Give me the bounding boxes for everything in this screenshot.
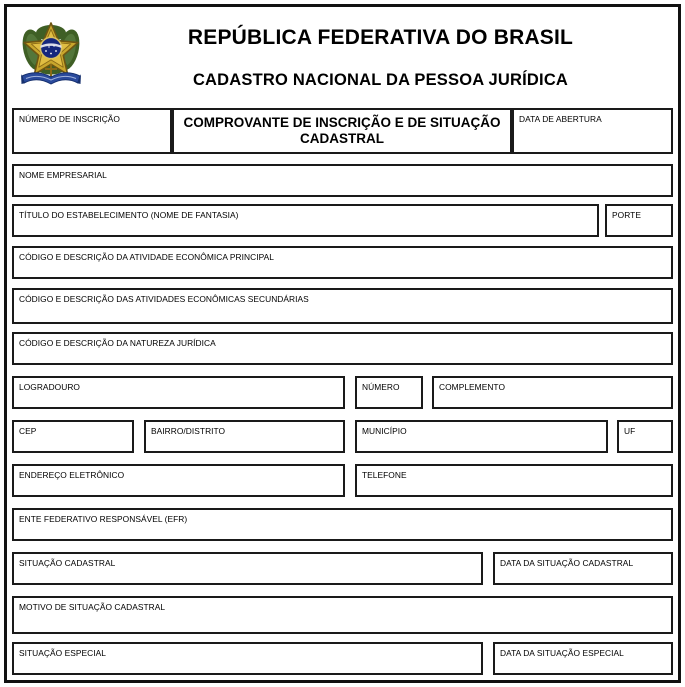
field-state[interactable]: [617, 420, 673, 453]
field-label: TELEFONE: [362, 470, 407, 480]
field-label: LOGRADOURO: [19, 382, 80, 392]
field-label: NOME EMPRESARIAL: [19, 170, 107, 180]
certificate-title-cell: [172, 108, 512, 154]
company-name-row: [8, 160, 677, 202]
special-status-row: [8, 640, 677, 684]
field-label: PORTE: [612, 210, 641, 220]
legal-nature-row: [8, 330, 677, 374]
field-registration-status-date[interactable]: [493, 552, 673, 585]
trade-name-row: [8, 202, 677, 244]
field-label: SITUAÇÃO ESPECIAL: [19, 648, 106, 658]
field-complement[interactable]: [432, 376, 673, 409]
status-reason-row: [8, 594, 677, 640]
field-main-activity[interactable]: [12, 246, 673, 279]
field-label: CÓDIGO E DESCRIÇÃO DA NATUREZA JURÍDICA: [19, 338, 216, 348]
field-district[interactable]: [144, 420, 345, 453]
field-label: CEP: [19, 426, 37, 436]
city-row: [8, 418, 677, 462]
field-registration-status[interactable]: [12, 552, 483, 585]
page-subtitle: CADASTRO NACIONAL DA PESSOA JURÍDICA: [192, 71, 569, 90]
field-label: UF: [624, 426, 636, 436]
certificate-title: COMPROVANTE DE INSCRIÇÃO E DE SITUAÇÃO CADASTRAL: [183, 115, 501, 146]
field-secondary-activities[interactable]: [12, 288, 673, 324]
field-federal-entity[interactable]: [12, 508, 673, 541]
registration-status-row: [8, 550, 677, 594]
field-special-status[interactable]: [12, 642, 483, 675]
field-label: COMPLEMENTO: [439, 382, 506, 392]
field-label: DATA DE ABERTURA: [519, 114, 602, 124]
header-titles: [94, 8, 667, 108]
document-header: [8, 8, 677, 108]
field-label: MOTIVO DE SITUAÇÃO CADASTRAL: [19, 602, 166, 612]
field-company-size[interactable]: [605, 204, 673, 237]
field-registration-number[interactable]: [12, 108, 172, 154]
page-title: REPÚBLICA FEDERATIVA DO BRASIL: [187, 26, 574, 50]
field-label: MUNICÍPIO: [362, 426, 407, 436]
field-label: DATA DA SITUAÇÃO ESPECIAL: [500, 648, 624, 658]
contact-row: [8, 462, 677, 506]
field-zip-code[interactable]: [12, 420, 134, 453]
banner-row: [8, 108, 677, 160]
field-status-reason[interactable]: [12, 596, 673, 634]
main-activity-row: [8, 244, 677, 286]
field-legal-nature[interactable]: [12, 332, 673, 365]
field-label: TÍTULO DO ESTABELECIMENTO (NOME DE FANTASIA): [19, 210, 239, 220]
field-city[interactable]: [355, 420, 608, 453]
field-label: CÓDIGO E DESCRIÇÃO DA ATIVIDADE ECONÔMICA PRINCIPAL: [19, 252, 274, 262]
field-label: SITUAÇÃO CADASTRAL: [19, 558, 116, 568]
field-phone[interactable]: [355, 464, 673, 497]
field-label: ENTE FEDERATIVO RESPONSÁVEL (EFR): [19, 514, 188, 524]
street-row: [8, 374, 677, 418]
field-street-number[interactable]: [355, 376, 423, 409]
field-label: ENDEREÇO ELETRÔNICO: [19, 470, 125, 480]
brazil-coat-of-arms-emblem: [20, 16, 82, 94]
field-label: CÓDIGO E DESCRIÇÃO DAS ATIVIDADES ECONÔMICAS SECUNDÁRIAS: [19, 294, 309, 304]
field-company-name[interactable]: [12, 164, 673, 197]
field-email[interactable]: [12, 464, 345, 497]
field-label: NÚMERO DE INSCRIÇÃO: [19, 114, 120, 124]
field-value: [14, 179, 671, 182]
secondary-activities-row: [8, 286, 677, 330]
document-content: [8, 8, 677, 679]
field-opening-date[interactable]: [512, 108, 673, 154]
federal-entity-row: [8, 506, 677, 550]
field-special-status-date[interactable]: [493, 642, 673, 675]
field-label: DATA DA SITUAÇÃO CADASTRAL: [500, 558, 634, 568]
field-trade-name[interactable]: [12, 204, 599, 237]
field-label: BAIRRO/DISTRITO: [151, 426, 226, 436]
field-label: NÚMERO: [362, 382, 400, 392]
field-street[interactable]: [12, 376, 345, 409]
